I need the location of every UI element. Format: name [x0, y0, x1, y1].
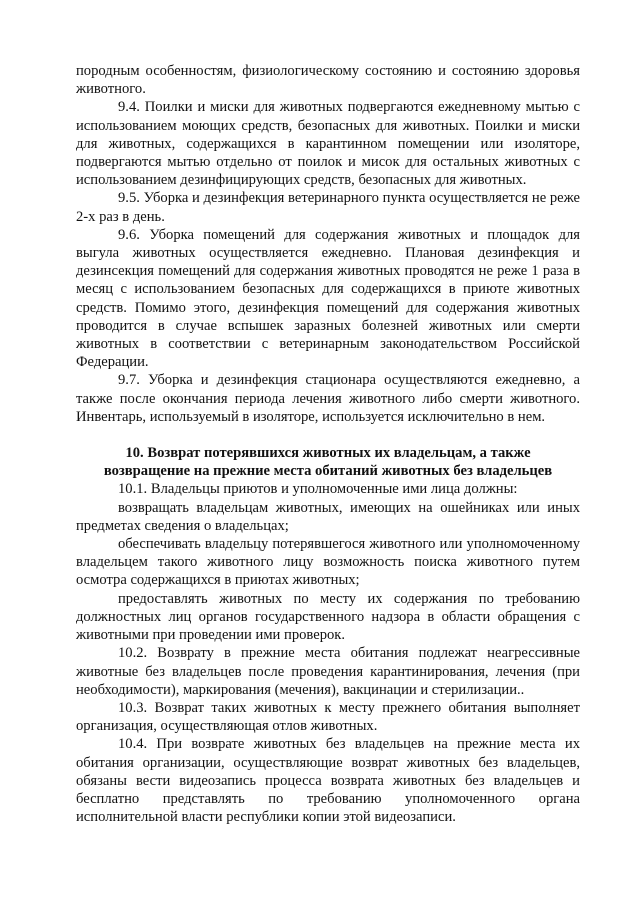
- paragraph-10-1: 10.1. Владельцы приютов и уполномоченные ими лица должны:: [118, 481, 518, 498]
- paragraph-9-4: 9.4. Поилки и миски для животных подвергаются ежедневному мытью с использованием моющих средств, безопасных для животных. Поилки и миски для животных, содержащихся в карантинном помещении или изоляторе, подвергаются мытью отдельно от поилок и мисок для остальных животных с использованием дезинфицирующих средств, безопасных для животных.: [76, 99, 580, 189]
- paragraph-9-6: 9.6. Уборка помещений для содержания животных и площадок для выгула животных осуществляется ежедневно. Плановая дезинфекция и дезинсекция помещений для содержания животных проводятся не реже 1 раза в месяц с использованием безопасных для содержащихся в приюте животных средств. Помимо этого, дезинфекция помещений для содержания животных проводится в случае вспышек заразных болезней животных или смерти животных в соответствии с ветеринарным законодательством Российской Федерации.: [76, 226, 580, 371]
- paragraph-10-2: 10.2. Возврату в прежние места обитания подлежат неагрессивные животные без владельцев после проведения карантинирования, лечения (при необходимости), маркирования (мечения), вакцинации и стерилизации..: [76, 645, 580, 698]
- paragraph-10-1-item-1: возвращать владельцам животных, имеющих на ошейниках или иных предметах сведения о владельцах;: [76, 499, 580, 534]
- paragraph-continuation: породным особенностям, физиологическому состоянию и состоянию здоровья животного.: [76, 63, 580, 98]
- paragraph-10-1-item-2: обеспечивать владельцу потерявшегося животного или уполномоченному владельцем такого животного лицу возможность поиска животного путем осмотра содержащихся в приютах животных;: [76, 536, 580, 589]
- section-heading-line-1: 10. Возврат потерявшихся животных их владельцам, а также: [125, 445, 531, 462]
- paragraph-10-1-item-3: предоставлять животных по месту их содержания по требованию должностных лиц органов государственного надзора в области обращения с животными при проведении ими проверок.: [76, 590, 580, 644]
- paragraph-10-3: 10.3. Возврат таких животных к месту прежнего обитания выполняет организация, осуществляющая отлов животных.: [76, 699, 580, 735]
- paragraph-10-4: 10.4. При возврате животных без владельцев на прежние места их обитания организации, осуществляющие возврат животных без владельцев, обязаны вести видеозапись процесса возврата животных без владельцев и бесплатно представлять по требованию уполномоченного органа исполнительной власти республики копии этой видеозаписи.: [76, 736, 580, 826]
- section-heading: [76, 444, 580, 480]
- paragraph-9-5: 9.5. Уборка и дезинфекция ветеринарного пункта осуществляется не реже 2-х раз в день.: [76, 190, 580, 225]
- section-heading-line-2: возвращение на прежние места обитаний животных без владельцев: [103, 463, 553, 480]
- document-page: [76, 62, 580, 826]
- paragraph-9-7: 9.7. Уборка и дезинфекция стационара осуществляются ежедневно, а также после окончания периода лечения животного либо смерти животного. Инвентарь, используемый в изоляторе, используется исключительно в нем.: [76, 372, 580, 425]
